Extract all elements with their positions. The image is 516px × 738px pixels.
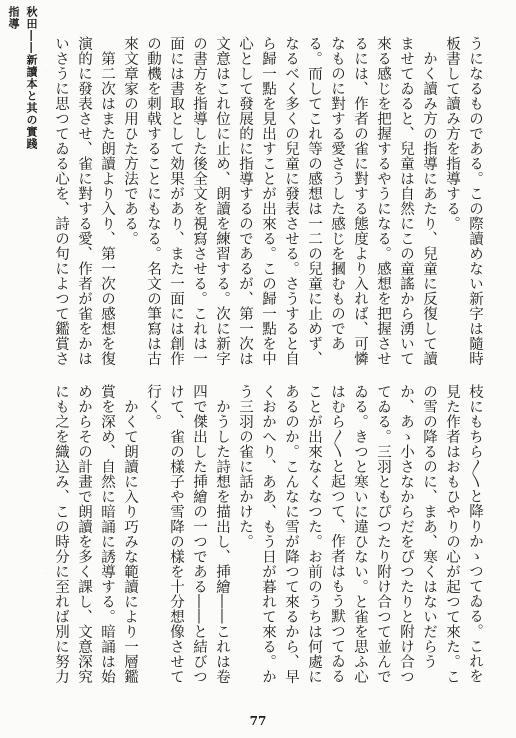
running-head: 秋田――新讀本と其の實踐指導 (7, 6, 38, 150)
page-number: 77 (249, 714, 267, 728)
paragraph: 第二次はまた朗讀より入り、第一次の感想を復演的に發表させ、雀に對する愛、作者が雀をかはいさうに思つてゐる心を、詩の句によつて鑑賞さ (53, 36, 115, 366)
paragraph: かく讀み方の指導にあたり、兒童に反復して讀ませてゐると、兒童は自然にこの童謠から湧いて來る感じを把握するやうになる。感想を把握させるには、作者の雀に對する態度より入れば、可憐なものに對する愛さうした感じを摑むものである。而してこれ等の感想は一二の兒童に止めず、なるべく多くの兒童に發表させる。さうすると自ら歸一點を見出すことが出來る。この歸一點を中心として發展的に指導するのであるが、第一次は文意はこれ位に止め、朗讀を練習する。次に新字の書方を指導した後全文を視寫させる。これは一面には書取として効果があり、また一面には創作の動機を刺戟することにもなる。名文の筆寫は古來文章家の用ひた方法である。 (122, 36, 437, 366)
paragraph: 枝にもちら〳〵と降りかゝつてゐる。これを見た作者はおもひやりの心が起つて來た。この雪の降るのに、まあ、寒くはないだらうか、あゝ小さなからだをぴつたりと附け合つてゐる。三羽ともぴつたり附け合つて並んでゐる。きつと寒いに違ひない。と雀を思ふ心はむら〳〵と起つて、作者はもう默つてゐることが出來なくなつた。お前のうちは何處にあるのか。こんなに雪が降つて來るから、早くおかへり、ああ、もう日が暮れて來る。かう三羽の雀に話かけた。 (237, 384, 483, 684)
paragraph: うになるものである。この際讀めない新字は隨時板書して讀み方を指導する。 (444, 36, 483, 366)
lower-text-block (46, 384, 486, 694)
paragraph: かくて朗讀に入り巧みな範讀により一層鑑賞を深め、自然に暗誦に誘導する。暗誦は始めからその計畫で朗讀を多く課し、文意深究にも之を織込み、この時分に至れば別に努力 (53, 384, 138, 684)
upper-text-block (46, 36, 486, 366)
paragraph: かうした詩想を描出し、挿繪――これは卷四で傑出した挿繪の一つである――と結びつけて、雀の樣子や雪降の樣を十分想像させて行く。 (145, 384, 230, 684)
